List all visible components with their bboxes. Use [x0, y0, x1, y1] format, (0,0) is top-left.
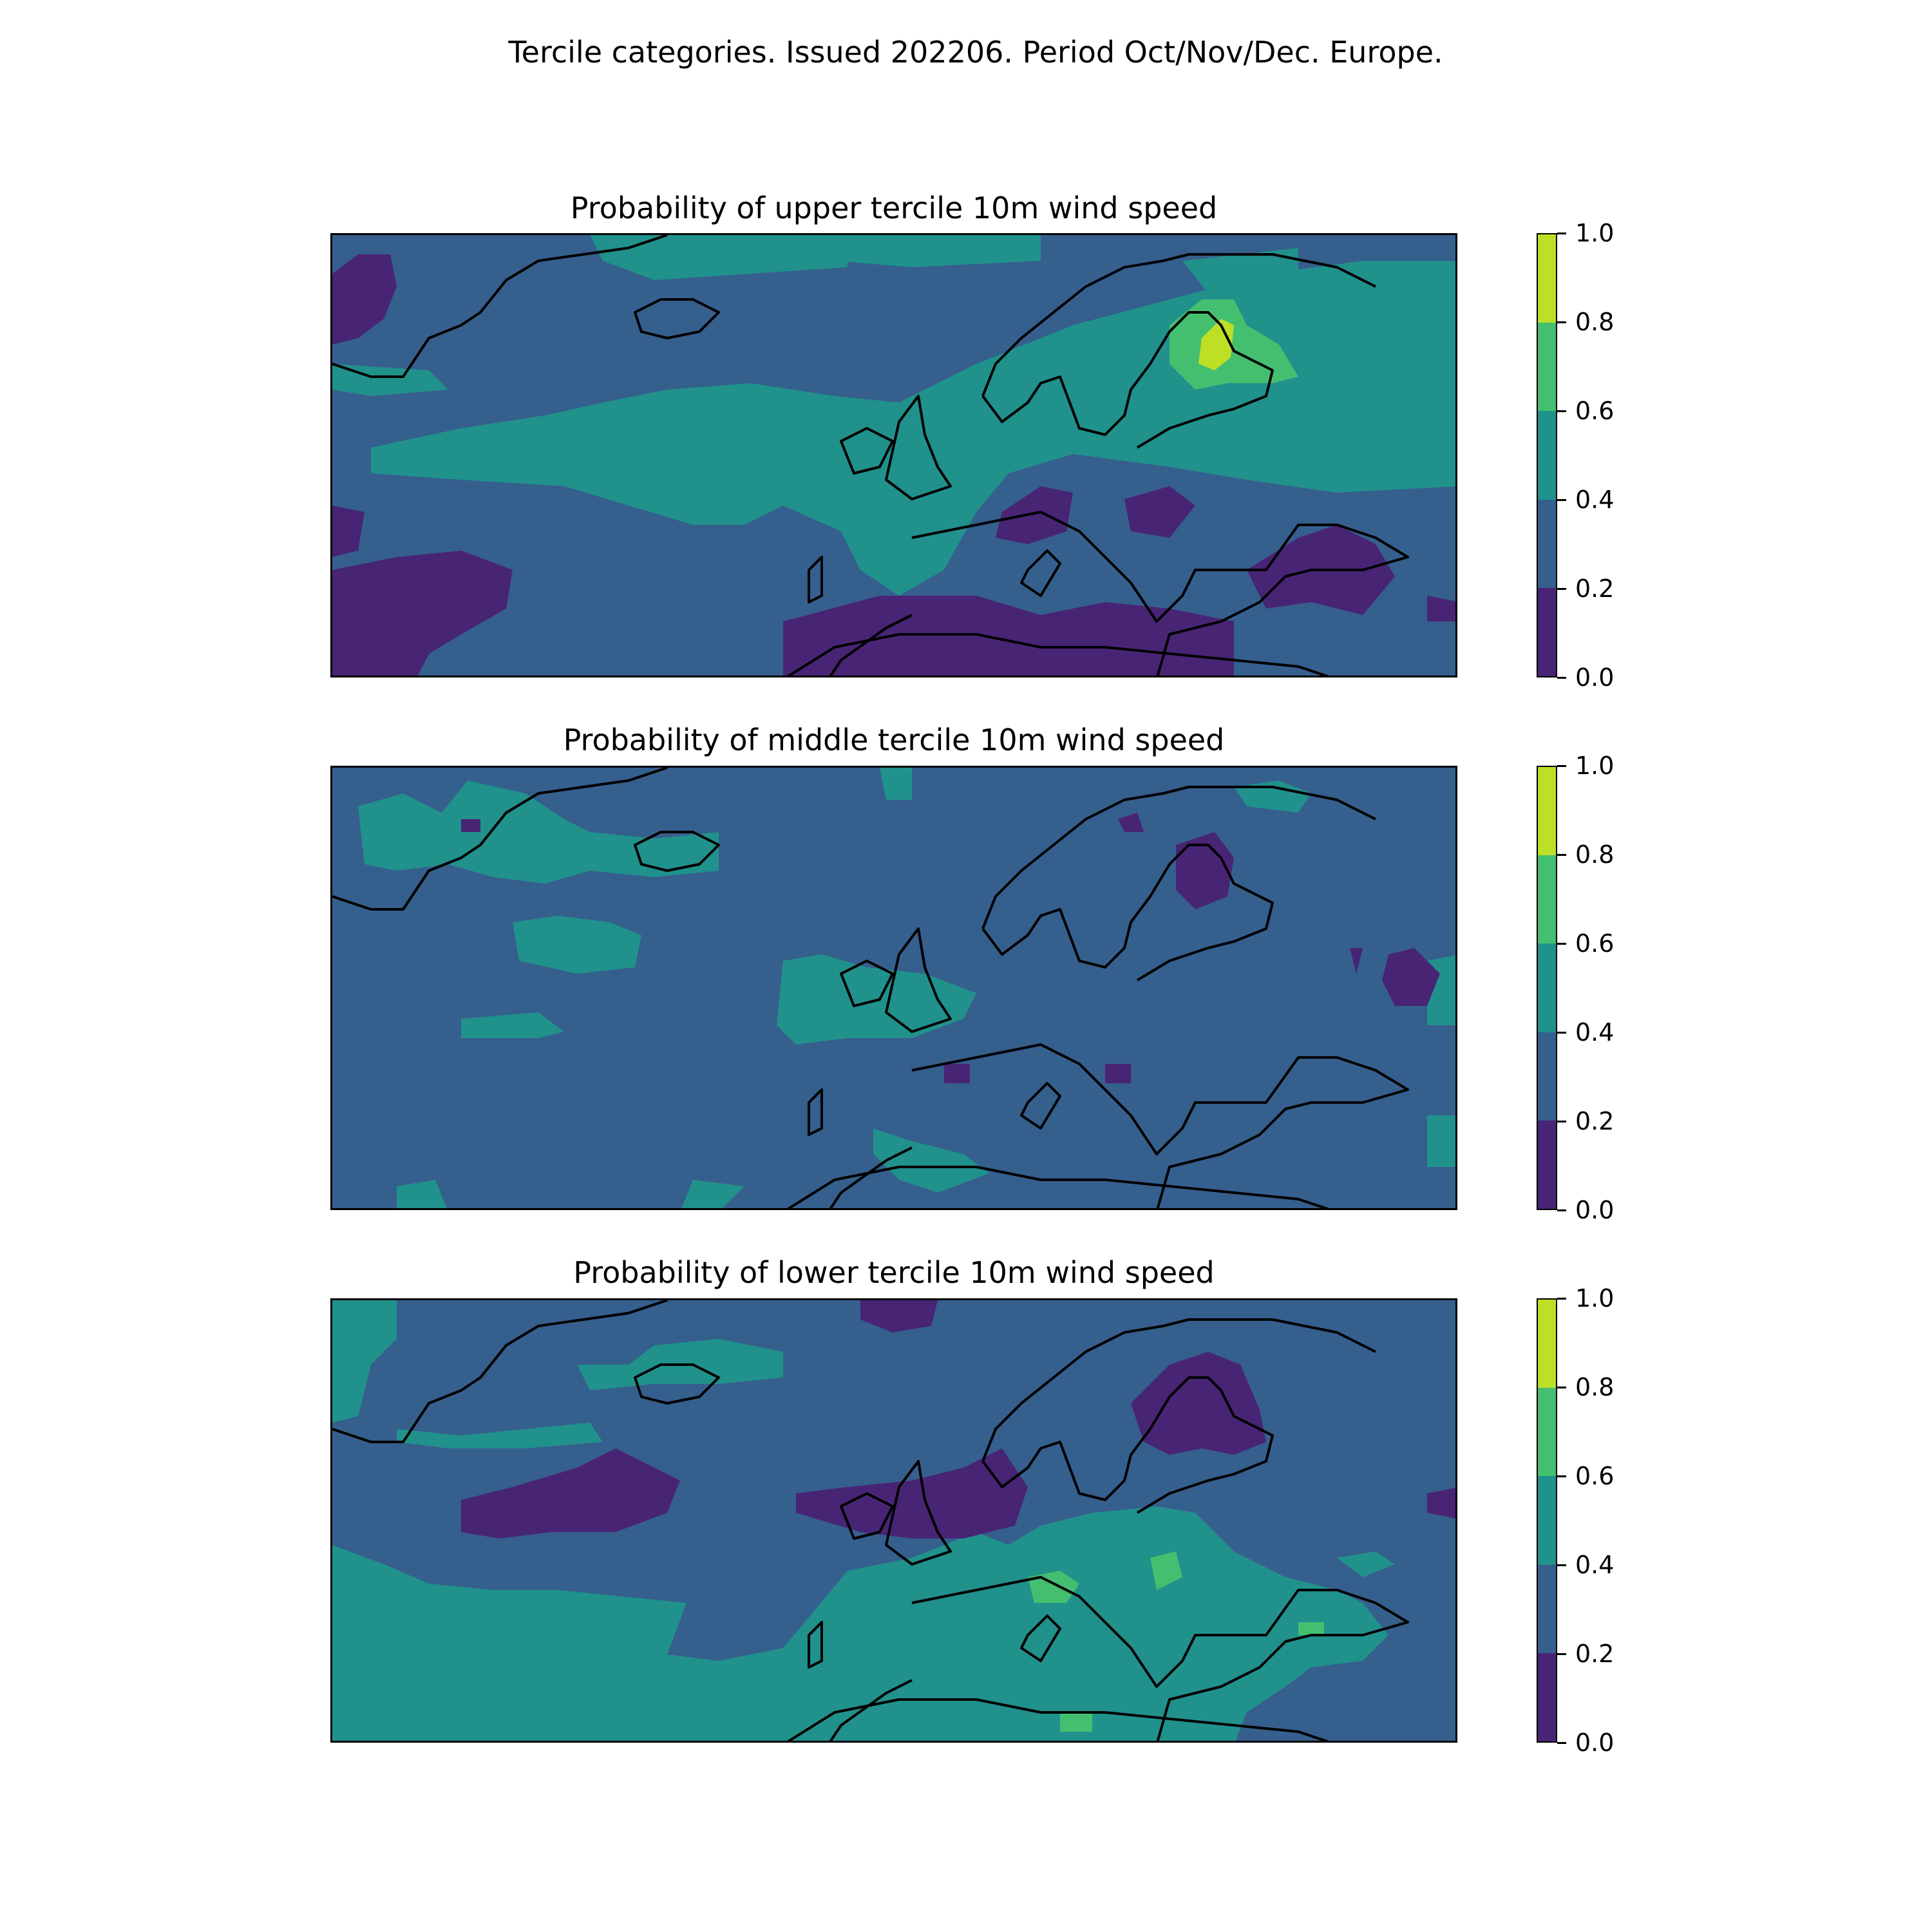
- colorbar-segment-4: [1538, 767, 1556, 855]
- colorbar-tick-label: 0.6: [1575, 1462, 1615, 1490]
- colorbar-tick-label: 0.4: [1575, 1551, 1615, 1579]
- colorbar-segment-0: [1538, 1121, 1556, 1209]
- colorbar-tick: [1557, 943, 1566, 945]
- colorbar-tick-label: 0.8: [1575, 840, 1615, 869]
- colorbar-segment-1: [1538, 1032, 1556, 1121]
- map-middle-svg: [332, 768, 1457, 1210]
- colorbar-tick-label: 0.0: [1575, 1728, 1615, 1757]
- colorbar-segment-2: [1538, 411, 1556, 499]
- colorbar-tick: [1557, 499, 1566, 501]
- colorbar-tick-label: 0.2: [1575, 1640, 1615, 1668]
- colorbar-tick-label: 0.2: [1575, 574, 1615, 603]
- colorbar-tick-label: 1.0: [1575, 752, 1615, 780]
- colorbar-segment-4: [1538, 1300, 1556, 1388]
- colorbar-tick-label: 0.0: [1575, 1196, 1615, 1224]
- colorbar-tick-label: 0.6: [1575, 397, 1615, 425]
- colorbar-tick-label: 0.6: [1575, 929, 1615, 958]
- colorbar-tick-label: 0.0: [1575, 663, 1615, 692]
- colorbar-middle: [1537, 766, 1557, 1210]
- colorbar-segment-3: [1538, 323, 1556, 411]
- colorbar-tick: [1557, 1387, 1566, 1388]
- map-upper-svg: [332, 235, 1457, 677]
- colorbar-tick: [1557, 588, 1566, 590]
- map-upper-tercile: [330, 233, 1457, 677]
- colorbar-lower: [1537, 1298, 1557, 1743]
- colorbar-tick: [1557, 1121, 1566, 1122]
- colorbar-segment-3: [1538, 1388, 1556, 1476]
- figure-title: Tercile categories. Issued 202206. Period Oct/Nov/Dec. Europe.: [508, 35, 1443, 70]
- colorbar-tick: [1557, 1298, 1566, 1300]
- colorbar-tick: [1557, 1032, 1566, 1034]
- map-lower-tercile: [330, 1298, 1457, 1743]
- colorbar-tick-label: 0.2: [1575, 1107, 1615, 1135]
- colorbar-segment-0: [1538, 1653, 1556, 1741]
- colorbar-tick: [1557, 677, 1566, 679]
- colorbar-tick: [1557, 321, 1566, 323]
- colorbar-tick: [1557, 232, 1566, 234]
- colorbar-tick-label: 0.4: [1575, 486, 1615, 514]
- colorbar-segment-2: [1538, 943, 1556, 1032]
- colorbar-tick: [1557, 1475, 1566, 1477]
- colorbar-segment-2: [1538, 1476, 1556, 1564]
- colorbar-segment-3: [1538, 855, 1556, 943]
- colorbar-segment-1: [1538, 500, 1556, 588]
- colorbar-tick-label: 1.0: [1575, 219, 1615, 247]
- map-lower-svg: [332, 1300, 1457, 1743]
- colorbar-tick-label: 0.8: [1575, 1373, 1615, 1401]
- colorbar-tick: [1557, 1209, 1566, 1211]
- colorbar-segment-0: [1538, 588, 1556, 676]
- map-middle-tercile: [330, 766, 1457, 1210]
- colorbar-upper: [1537, 233, 1557, 677]
- colorbar-tick: [1557, 765, 1566, 767]
- colorbar-tick: [1557, 854, 1566, 856]
- panel-title-lower: Probability of lower tercile 10m wind speed: [573, 1255, 1215, 1290]
- colorbar-segment-4: [1538, 234, 1556, 323]
- colorbar-tick: [1557, 1742, 1566, 1744]
- colorbar-tick-label: 0.8: [1575, 308, 1615, 336]
- colorbar-tick: [1557, 1653, 1566, 1655]
- panel-title-upper: Probability of upper tercile 10m wind speed: [570, 191, 1218, 225]
- colorbar-segment-1: [1538, 1565, 1556, 1653]
- colorbar-tick-label: 0.4: [1575, 1018, 1615, 1046]
- colorbar-tick-label: 1.0: [1575, 1284, 1615, 1312]
- panel-title-middle: Probability of middle tercile 10m wind speed: [563, 723, 1225, 757]
- colorbar-tick: [1557, 410, 1566, 412]
- colorbar-tick: [1557, 1564, 1566, 1566]
